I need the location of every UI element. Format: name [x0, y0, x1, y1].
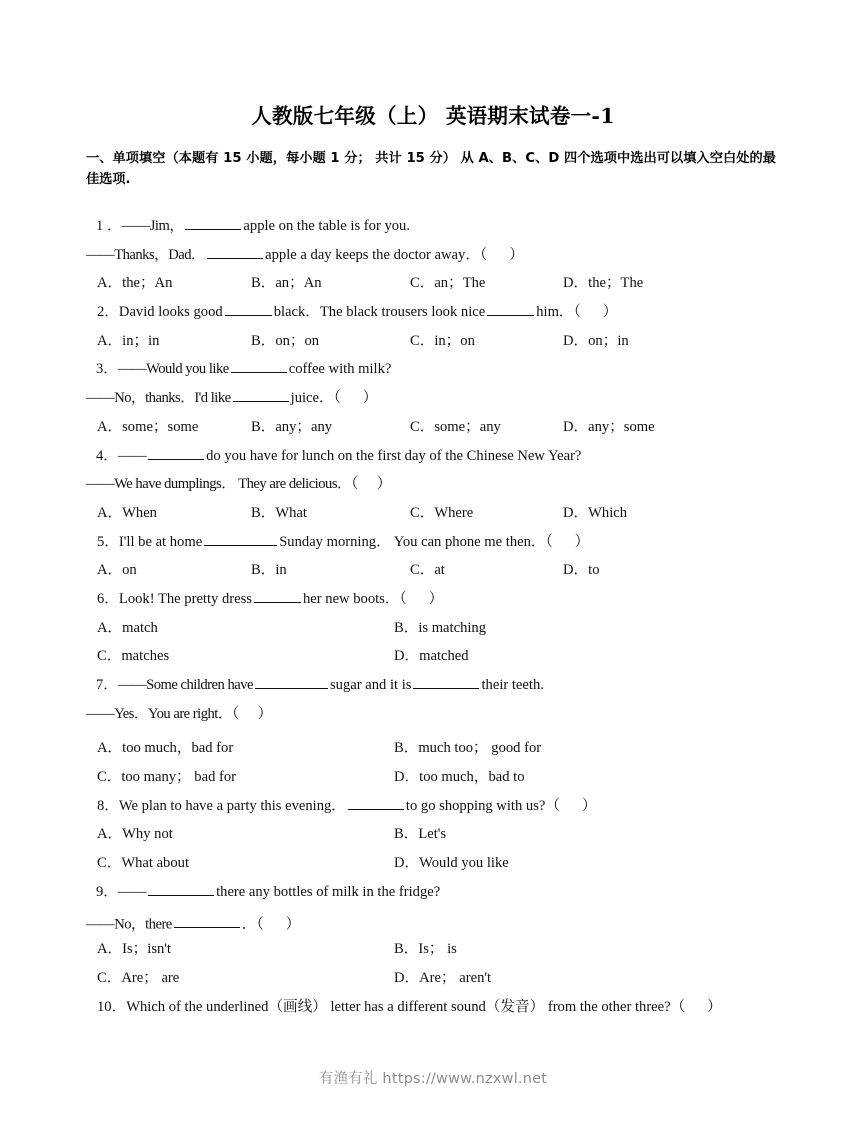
option-a[interactable]: A．match [97, 619, 158, 636]
answer-blank [487, 302, 534, 316]
question-2-stem: 2．David looks good black．The black trousers look nice him．（ ） [0, 300, 866, 329]
answer-blank [255, 675, 328, 689]
option-a[interactable]: A．Is；isn't [97, 941, 171, 958]
question-6-options-row1 [0, 616, 866, 645]
option-a[interactable]: A．too much，bad for [97, 740, 234, 757]
question-7-options-row1 [0, 736, 866, 765]
answer-blank [185, 216, 241, 230]
question-7-response: ——Yes．You are right．（ ） [86, 705, 272, 722]
option-b[interactable]: B．any；any [251, 418, 333, 435]
question-6-options-row2 [0, 644, 866, 673]
option-a[interactable]: A．Why not [97, 826, 173, 843]
option-a[interactable]: A．some；some [97, 418, 199, 435]
option-a[interactable]: A．When [97, 504, 157, 521]
option-d[interactable]: D．any；some [563, 418, 655, 435]
question-5-options [0, 558, 866, 587]
option-a[interactable]: A．on [97, 562, 137, 579]
option-c[interactable]: C．an；The [410, 275, 486, 292]
option-b[interactable]: B．What [251, 504, 307, 521]
option-b[interactable]: B．in [251, 562, 287, 579]
option-d[interactable]: D．to [563, 562, 600, 579]
option-c[interactable]: C．matches [97, 648, 170, 665]
answer-blank [148, 445, 204, 459]
question-9-options-row2 [0, 966, 866, 995]
option-c[interactable]: C．Where [410, 504, 474, 521]
option-d[interactable]: D．too much，bad to [394, 769, 525, 786]
question-6-stem: 6．Look! The pretty dress her new boots．（ ） [0, 587, 866, 616]
option-d[interactable]: D．the；The [563, 275, 644, 292]
footer-watermark: 有渔有礼 https://www.nzxwl.net [318, 1071, 548, 1087]
section-instruction: 一、单项填空（本题有 15 小题，每小题 1 分； 共计 15 分） 从 A、B、C、D 四个选项中选出可以填入空白处的最佳选项. [86, 151, 776, 187]
question-9-stem: 9．—— there any bottles of milk in the fridge? [0, 880, 866, 909]
question-9-options-row1 [0, 937, 866, 966]
option-d[interactable]: D．Would you like [394, 855, 509, 872]
answer-blank [254, 589, 301, 603]
option-c[interactable]: C．Are； are [97, 969, 180, 986]
option-c[interactable]: C．too many； bad for [97, 769, 237, 786]
question-1-response: ——Thanks，Dad． apple a day keeps the doctor away．（ ） [0, 243, 866, 272]
question-8-stem: 8．We plan to have a party this evening． to go shopping with us?（ ） [0, 794, 866, 823]
question-10-stem: 10．Which of the underlined（画线） letter has a different sound（发音） from the other three?（ ） [97, 998, 722, 1015]
answer-blank [174, 909, 240, 928]
question-7-stem: 7．——Some children have sugar and it is their teeth. [0, 673, 866, 702]
question-4-response: ——We have dumplings． They are delicious．（ ） [86, 476, 391, 493]
answer-blank [348, 795, 404, 809]
answer-blank [148, 881, 214, 895]
answer-blank [225, 302, 272, 316]
option-d[interactable]: D．on；in [563, 332, 629, 349]
question-1-options [0, 271, 866, 300]
option-c[interactable]: C．at [410, 562, 445, 579]
option-c[interactable]: C．some；any [410, 418, 501, 435]
option-c[interactable]: C．What about [97, 855, 190, 872]
option-d[interactable]: D．Are； aren't [394, 969, 492, 986]
option-b[interactable]: B．on；on [251, 332, 320, 349]
question-2-options [0, 329, 866, 358]
question-list [0, 214, 866, 1023]
question-5-stem: 5．I'll be at home Sunday morning． You can phone me then．（ ） [0, 530, 866, 559]
option-d[interactable]: D．Which [563, 504, 628, 521]
question-8-options-row2 [0, 851, 866, 880]
question-4-stem: 4．—— do you have for lunch on the first day of the Chinese New Year? [0, 444, 866, 473]
answer-blank [413, 675, 479, 689]
answer-blank [207, 244, 263, 258]
option-b[interactable]: B．an；An [251, 275, 322, 292]
question-4-options [0, 501, 866, 530]
option-a[interactable]: A．the；An [97, 275, 173, 292]
answer-blank [231, 359, 287, 373]
option-c[interactable]: C．in；on [410, 332, 475, 349]
question-3-options [0, 415, 866, 444]
question-7-options-row2 [0, 765, 866, 794]
question-1-stem: 1 ．——Jim， apple on the table is for you. [0, 214, 866, 243]
answer-blank [233, 388, 289, 402]
option-b[interactable]: B．Is； is [394, 941, 457, 958]
answer-blank [204, 531, 277, 545]
question-9-response: ——No，there ．（ ） [0, 909, 866, 938]
question-8-options-row1 [0, 822, 866, 851]
page-title: 人教版七年级（上） 英语期末试卷一-1 [251, 104, 615, 128]
option-d[interactable]: D．matched [394, 648, 469, 665]
option-b[interactable]: B．much too； good for [394, 740, 542, 757]
option-b[interactable]: B．Let's [394, 826, 447, 843]
option-a[interactable]: A．in；in [97, 332, 160, 349]
question-3-response: ——No，thanks．I'd like juice．（ ） [0, 386, 866, 415]
option-b[interactable]: B．is matching [394, 619, 487, 636]
question-3-stem: 3．——Would you like coffee with milk? [0, 357, 866, 386]
